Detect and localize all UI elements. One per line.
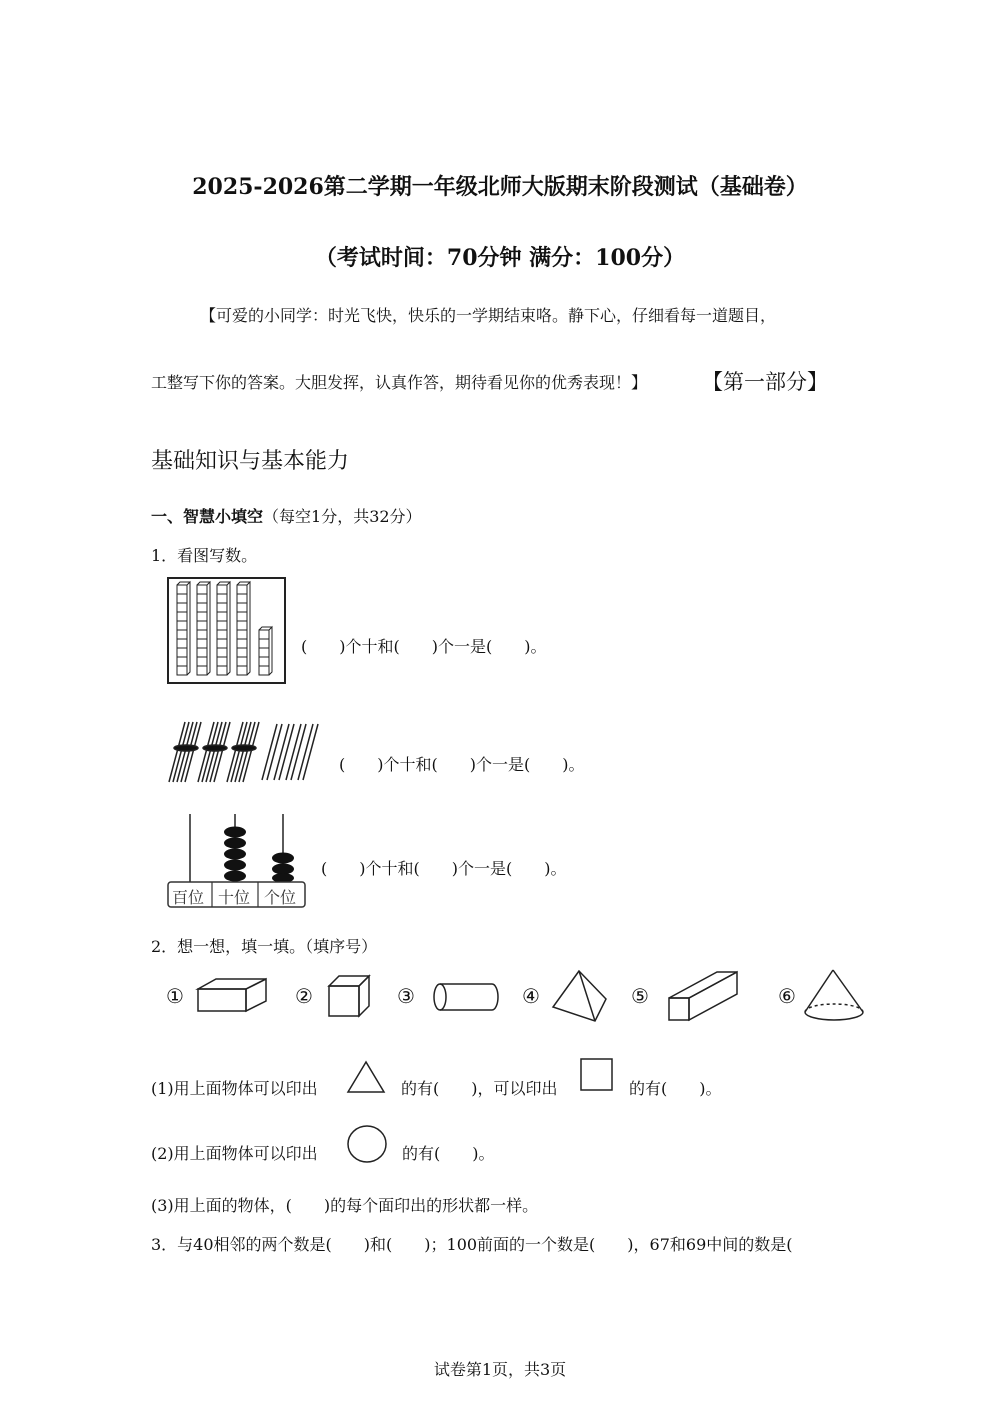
shape-marker-6: ⑥ <box>778 984 796 1008</box>
exam-subtitle: （考试时间：70分钟 满分：100分） <box>314 245 686 271</box>
part-label: 【第一部分】 <box>702 370 828 394</box>
q2-sub2-part-b: 的有( )。 <box>402 1144 495 1163</box>
long-cuboid-shape <box>667 968 741 1024</box>
q2-text: 2．想一想，填一填。（填序号） <box>151 937 378 956</box>
abacus-label-tens: 十位 <box>218 888 251 907</box>
cubes-figure <box>167 577 287 685</box>
exam-title: 2025-2026第二学期一年级北师大版期末阶段测试（基础卷） <box>192 174 808 200</box>
abacus-label-hundreds: 百位 <box>172 888 205 907</box>
q2-sub2-part-a: (2)用上面物体可以印出 <box>151 1144 318 1163</box>
cuboid-flat-shape <box>196 977 270 1015</box>
section-heading: 基础知识与基本能力 <box>151 449 350 474</box>
q2-sub1-part-a: (1)用上面物体可以印出 <box>151 1079 318 1098</box>
part1-heading-row <box>151 504 422 527</box>
q3-text: 3．与40相邻的两个数是( )和( )；100前面的一个数是( )，67和69中间的数是( <box>151 1235 793 1254</box>
intro-line-2: 工整写下你的答案。大胆发挥，认真作答，期待看见你的优秀表现！】 <box>151 373 648 392</box>
circle-icon <box>346 1124 388 1164</box>
q2-sub3: (3)用上面的物体，( )的每个面印出的形状都一样。 <box>151 1196 539 1215</box>
q1-blank-line-3: ( )个十和( )个一是( )。 <box>321 859 567 878</box>
cone-shape <box>803 968 867 1024</box>
shape-marker-3: ③ <box>397 984 415 1008</box>
abacus-label-ones: 个位 <box>264 888 297 907</box>
shape-marker-2: ② <box>295 984 313 1008</box>
cylinder-shape <box>432 981 500 1013</box>
page-footer: 试卷第1页，共3页 <box>433 1360 567 1379</box>
q1-text: 1．看图写数。 <box>151 546 258 565</box>
intro-line-1: 【可爱的小同学：时光飞快，快乐的一学期结束咯。静下心，仔细看每一道题目， <box>200 306 777 325</box>
part1-heading: 一、智慧小填空 <box>151 507 264 526</box>
triangle-icon <box>346 1060 386 1094</box>
q1-blank-line-1: ( )个十和( )个一是( )。 <box>301 637 547 656</box>
pyramid-shape <box>551 969 609 1023</box>
shape-marker-4: ④ <box>522 984 540 1008</box>
cube-shape <box>327 974 373 1018</box>
q1-blank-line-2: ( )个十和( )个一是( )。 <box>339 755 585 774</box>
shape-marker-5: ⑤ <box>631 984 649 1008</box>
q2-sub1-part-b: 的有( )，可以印出 <box>401 1079 558 1098</box>
shape-marker-1: ① <box>166 984 184 1008</box>
q2-sub1-part-c: 的有( )。 <box>629 1079 722 1098</box>
square-icon <box>580 1058 614 1092</box>
part1-scoring: （每空1分，共32分） <box>263 507 422 526</box>
sticks-figure <box>165 718 325 788</box>
